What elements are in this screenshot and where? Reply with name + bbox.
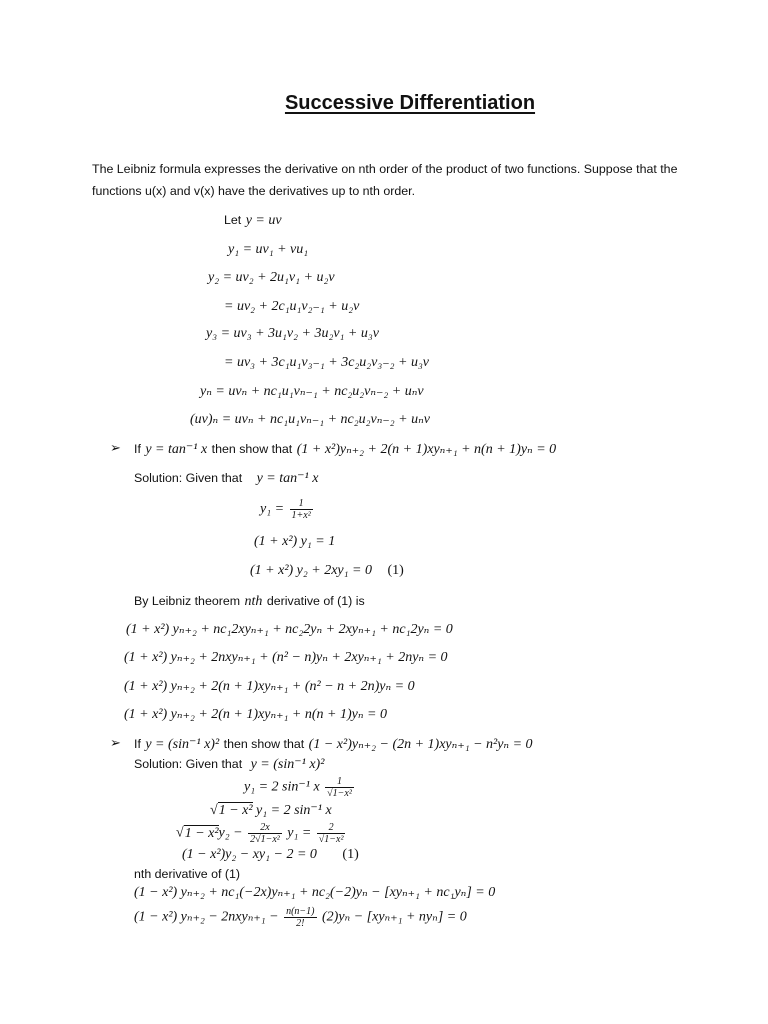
problem2-sqrt-eq-a xyxy=(210,802,332,819)
problem2-solution-expr: y = (sin⁻¹ x)² xyxy=(250,757,325,772)
problem2-statement xyxy=(134,735,533,753)
problem2-middle: then show that xyxy=(223,737,305,751)
problem2-nth-label: nth derivative of (1) xyxy=(134,867,241,881)
leibniz-text-b: derivative of (1) is xyxy=(266,594,365,608)
problem2-eq-c-tag: (1) xyxy=(342,847,359,862)
derivation-uvn: (uv)ₙ = uvₙ + nc₁u₁vₙ₋₁ + nc₂u₂vₙ₋₂ + uₙv xyxy=(190,412,430,427)
problem2-sqrt-b-radicand: 1 − x² xyxy=(184,825,219,841)
fraction-denominator: √1−x² xyxy=(327,788,352,799)
problem2-prefix: If xyxy=(134,737,141,751)
problem1-prefix: If xyxy=(134,442,141,456)
problem1-step-4: (1 + x²) yₙ₊₂ + 2(n + 1)xyₙ₊₁ + n(n + 1)yₙ = 0 xyxy=(124,707,387,722)
problem2-show: (1 − x²)yₙ₊₂ − (2n + 1)xyₙ₊₁ − n²yₙ = 0 xyxy=(308,737,533,752)
problem1-middle: then show that xyxy=(211,442,293,456)
problem2-sqrt-b-fraction-2 xyxy=(317,822,346,845)
problem1-y1-fraction xyxy=(290,498,313,521)
fraction-denominator: 2√1−x² xyxy=(250,834,280,845)
problem1-leibniz-text xyxy=(134,592,365,610)
problem2-sqrt-a-radicand: 1 − x² xyxy=(218,803,253,818)
fraction-numerator: 2x xyxy=(248,822,282,834)
problem2-sqrt-a-rest: y₁ = 2 sin⁻¹ x xyxy=(256,803,332,818)
problem1-y1-left: y₁ = xyxy=(260,501,285,517)
problem1-eq-b-tag: (1) xyxy=(387,563,404,578)
sqrt-symbol: √ xyxy=(176,825,184,841)
problem1-given: y = tan⁻¹ x xyxy=(145,442,208,457)
problem2-eq-c-expr: (1 − x²)y₂ − xy₁ − 2 = 0 xyxy=(182,847,317,862)
problem2-solution-label: Solution: Given that xyxy=(134,757,243,771)
leibniz-nth: nth xyxy=(244,594,263,609)
problem2-solution xyxy=(134,755,324,773)
derivation-y3: y₃ = uv₃ + 3u₁v₂ + 3u₂v₁ + u₃v xyxy=(206,326,379,341)
problem1-eq-a: (1 + x²) y₁ = 1 xyxy=(254,534,336,549)
bullet-arrow-icon: ➢ xyxy=(110,440,121,455)
problem2-eq-c xyxy=(182,847,359,863)
let-label: Let xyxy=(224,213,242,227)
fraction-numerator: 2 xyxy=(317,822,346,834)
problem2-sqrt-b-fraction-1 xyxy=(248,822,282,845)
page-title: Successive Differentiation xyxy=(284,92,536,114)
fraction-numerator: 1 xyxy=(290,498,313,510)
problem1-solution-label: Solution: Given that xyxy=(134,471,243,485)
problem1-eq-b-expr: (1 + x²) y₂ + 2xy₁ = 0 xyxy=(250,563,372,578)
derivation-y3-combination: = uv₃ + 3c₁u₁v₃₋₁ + 3c₂u₂v₃₋₂ + u₃v xyxy=(224,355,430,370)
problem1-statement xyxy=(134,440,556,458)
fraction-denominator: √1−x² xyxy=(318,834,344,845)
problem1-eq-b xyxy=(250,563,404,579)
problem2-sqrt-b-mid: y₂ − xyxy=(218,825,243,841)
problem2-y1 xyxy=(244,776,356,799)
problem1-step-3: (1 + x²) yₙ₊₂ + 2(n + 1)xyₙ₊₁ + (n² − n + 2n)yₙ = 0 xyxy=(124,679,415,694)
derivation-let xyxy=(224,211,282,229)
fraction-denominator: 1+x² xyxy=(291,510,311,521)
problem2-sqrt-b-mid2: y₁ = xyxy=(287,825,312,841)
problem1-show: (1 + x²)yₙ₊₂ + 2(n + 1)xyₙ₊₁ + n(n + 1)yₙ = 0 xyxy=(296,442,557,457)
fraction-numerator: n(n−1) xyxy=(286,906,315,917)
derivation-y1: y₁ = uv₁ + vu₁ xyxy=(228,242,309,257)
problem2-step-2-fraction xyxy=(284,906,316,929)
let-expression: y = uv xyxy=(245,213,282,228)
problem2-y1-left: y₁ = 2 sin⁻¹ x xyxy=(244,779,320,795)
leibniz-text-a: By Leibniz theorem xyxy=(134,594,241,608)
intro-paragraph: The Leibniz formula expresses the derivative on nth order of the product of two functions. Suppose that the functions u(x) and v(x) have the derivatives up to nth order. xyxy=(92,162,678,198)
problem2-step-1: (1 − x²) yₙ₊₂ + nc₁(−2x)yₙ₊₁ + nc₂(−2)yₙ − [xyₙ₊₁ + nc₁yₙ] = 0 xyxy=(134,885,496,900)
derivation-y2: y₂ = uv₂ + 2u₁v₁ + u₂v xyxy=(208,270,335,285)
problem1-solution-expr: y = tan⁻¹ x xyxy=(256,471,319,486)
fraction-numerator: 1 xyxy=(325,776,354,788)
problem2-y1-fraction xyxy=(325,776,354,799)
problem2-step-2 xyxy=(134,906,467,929)
derivation-yn: yₙ = uvₙ + nc₁u₁vₙ₋₁ + nc₂u₂vₙ₋₂ + uₙv xyxy=(200,384,424,399)
sqrt-symbol: √ xyxy=(210,803,218,818)
problem2-step-2-a: (1 − x²) yₙ₊₂ − 2nxyₙ₊₁ − xyxy=(134,909,279,925)
bullet-arrow-icon: ➢ xyxy=(110,735,121,750)
problem1-step-1: (1 + x²) yₙ₊₂ + nc₁2xyₙ₊₁ + nc₂2yₙ + 2xyₙ₊₁ + nc₁2yₙ = 0 xyxy=(126,622,453,637)
derivation-y2-combination: = uv₂ + 2c₁u₁v₂₋₁ + u₂v xyxy=(224,299,360,314)
problem1-step-2: (1 + x²) yₙ₊₂ + 2nxyₙ₊₁ + (n² − n)yₙ + 2xyₙ₊₁ + 2nyₙ = 0 xyxy=(124,650,448,665)
problem1-solution xyxy=(134,469,318,487)
fraction-denominator: 2! xyxy=(296,918,305,929)
problem2-step-2-b: (2)yₙ − [xyₙ₊₁ + nyₙ] = 0 xyxy=(322,909,467,925)
problem2-sqrt-eq-b xyxy=(176,822,347,845)
problem1-y1 xyxy=(260,498,315,521)
problem2-given: y = (sin⁻¹ x)² xyxy=(145,737,220,752)
